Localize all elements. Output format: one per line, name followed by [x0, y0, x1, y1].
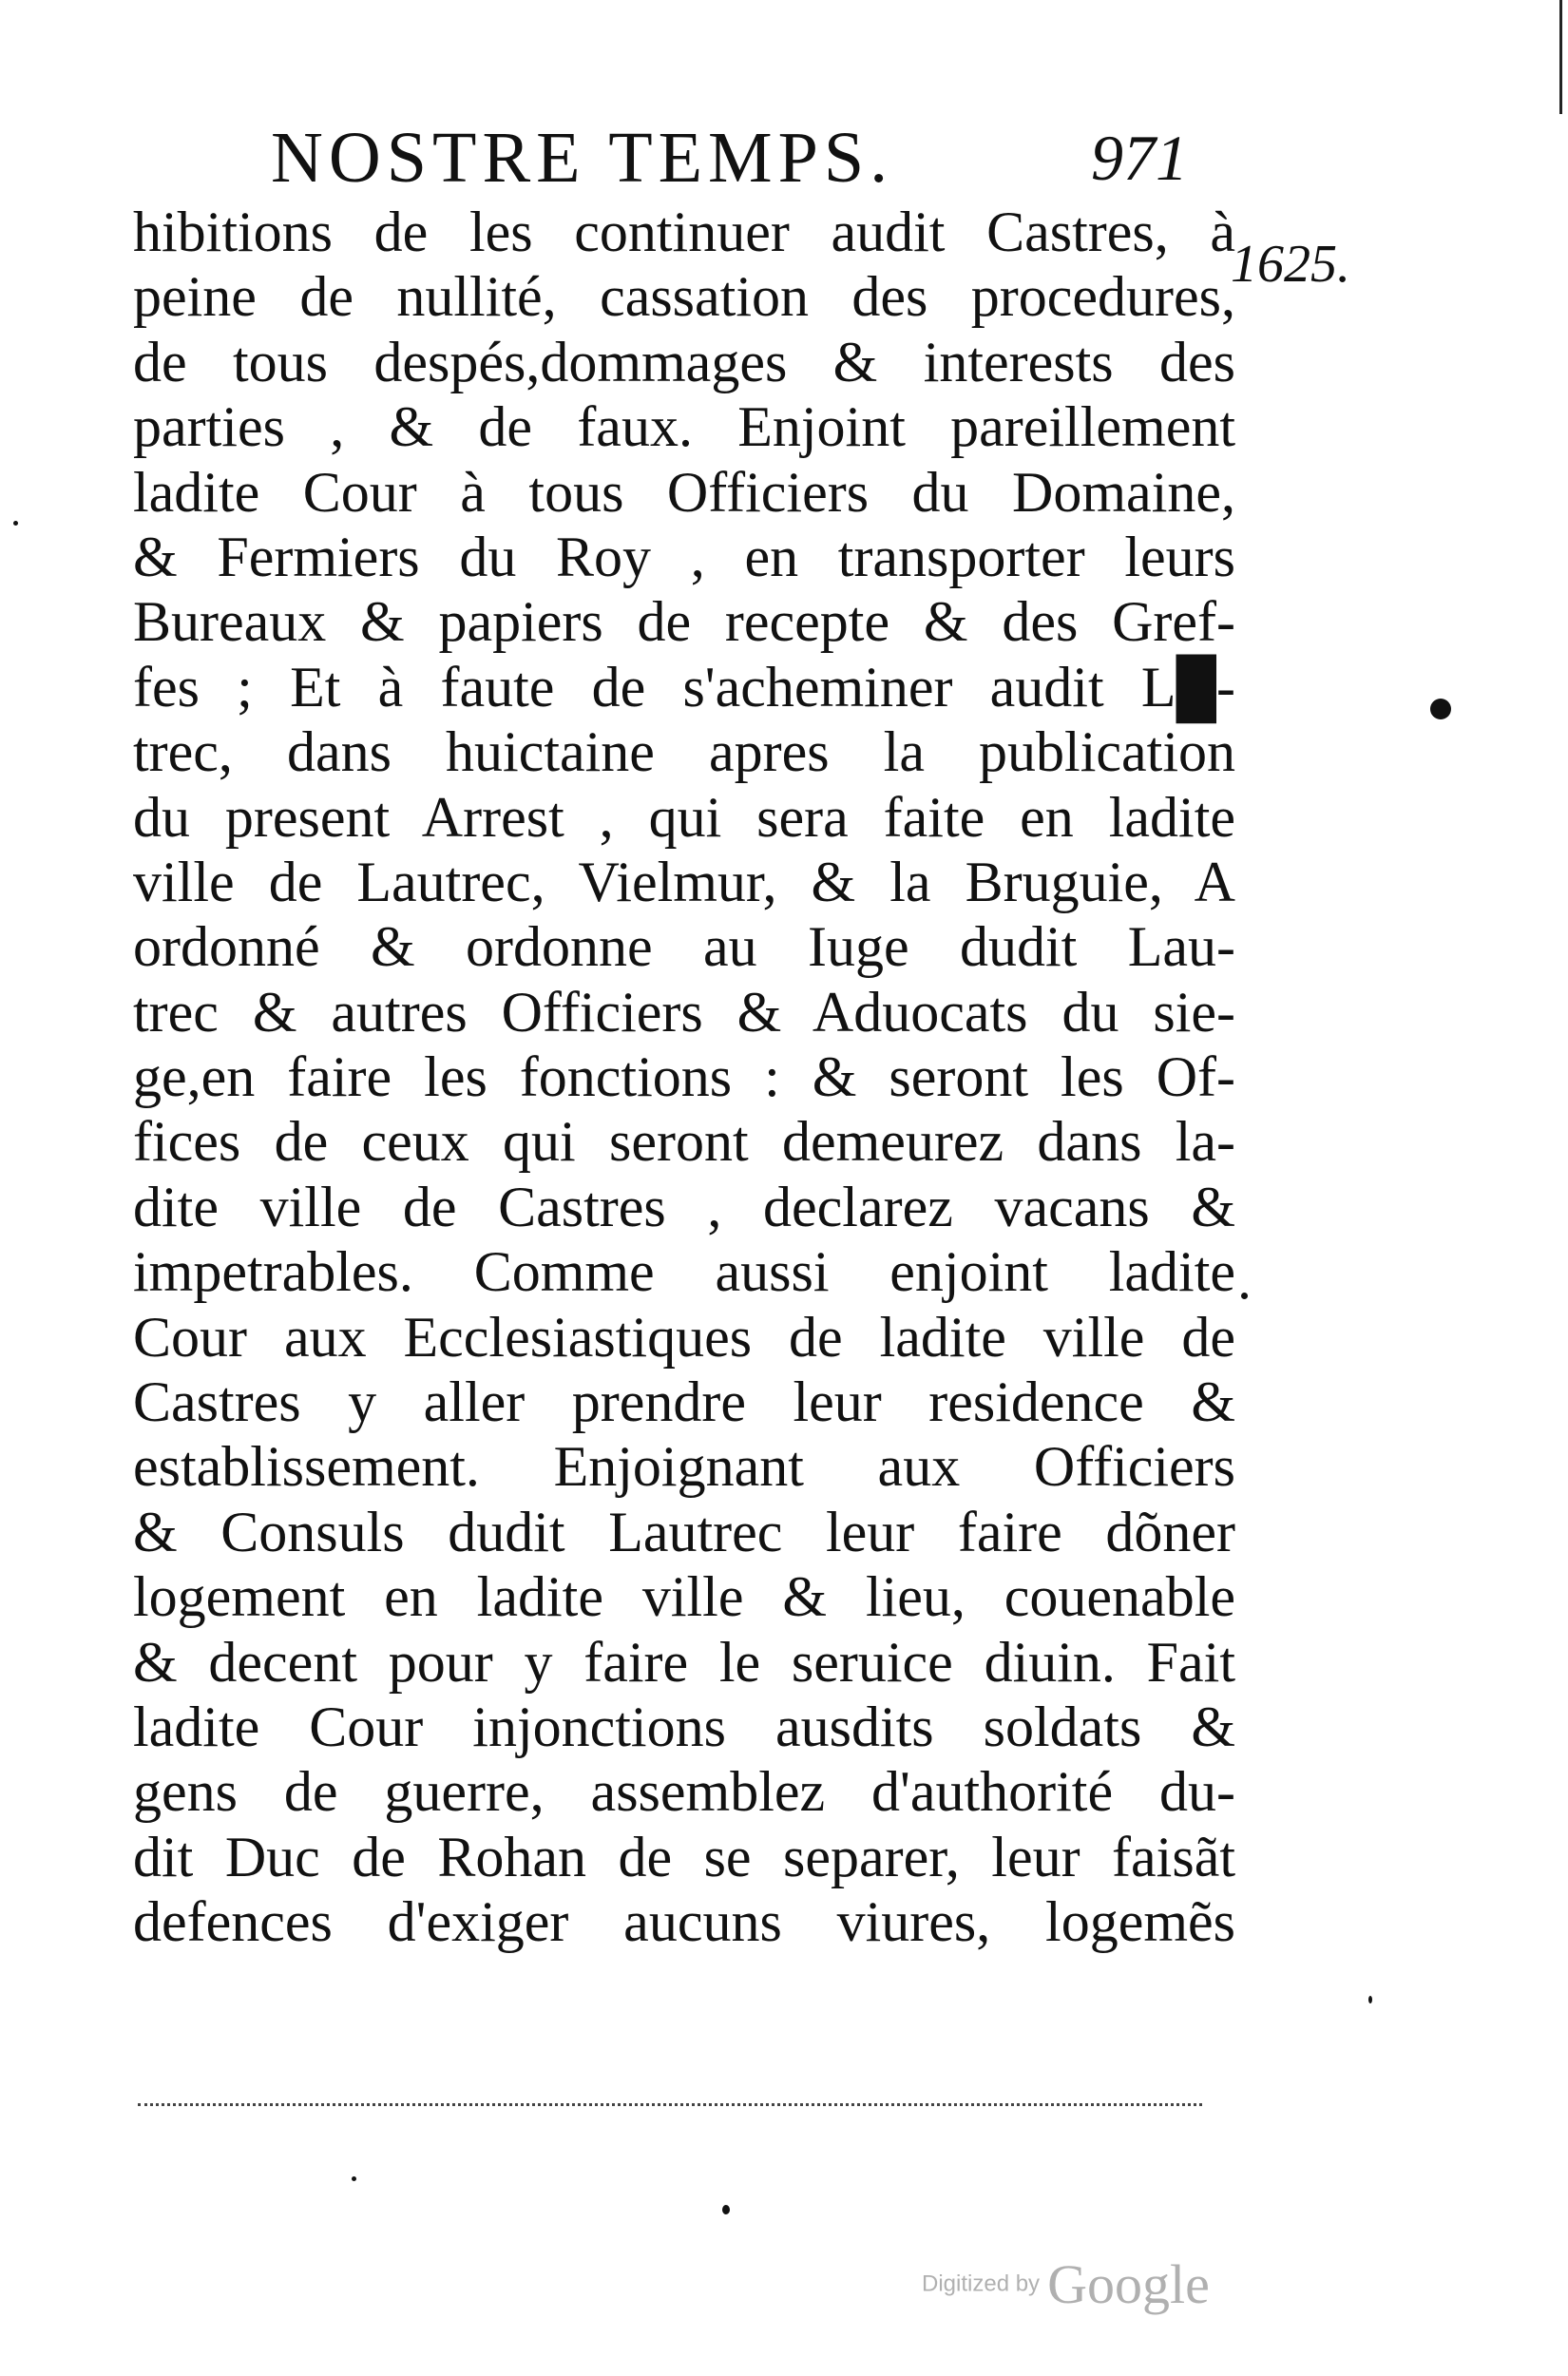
text-line: parties , & de faux. Enjoint pareillement [133, 395, 1235, 459]
text-line: ge,en faire les fonctions : & seront les Of- [133, 1045, 1235, 1109]
bottom-dotted-rule [138, 2103, 1202, 2106]
page-number: 971 [1091, 122, 1188, 194]
ink-speck [13, 521, 18, 526]
watermark-prefix: Digitized by [922, 2271, 1041, 2297]
text-line: dit Duc de Rohan de se separer, leur faisãt [133, 1825, 1235, 1888]
google-logo: Google [1047, 2253, 1210, 2315]
text-line: & Consuls dudit Lautrec leur faire dõner [133, 1500, 1235, 1563]
text-line: ordonné & ordonne au Iuge dudit Lau- [133, 915, 1235, 979]
text-line: du present Arrest , qui sera faite en ladite [133, 785, 1235, 849]
text-line: hibitions de les continuer audit Castres, à [133, 201, 1235, 263]
text-line: trec, dans huictaine apres la publication [133, 720, 1235, 784]
text-line: fices de ceux qui seront demeurez dans la- [133, 1110, 1235, 1174]
ink-speck [1430, 699, 1451, 719]
digitized-watermark [922, 2252, 1210, 2316]
text-line: & Fermiers du Roy , en transporter leurs [133, 525, 1235, 588]
text-line: logement en ladite ville & lieu, couenable [133, 1565, 1235, 1629]
margin-year-note: 1625. [1231, 235, 1350, 294]
text-line: Bureaux & papiers de recepte & des Gref- [133, 590, 1235, 654]
ink-speck [1368, 1996, 1372, 2003]
text-line: fes ; Et à faute de s'acheminer audit L█- [133, 655, 1235, 719]
text-line: Cour aux Ecclesiastiques de ladite ville de [133, 1305, 1235, 1369]
text-line: ladite Cour injonctions ausdits soldats & [133, 1695, 1235, 1758]
ink-speck [352, 2176, 356, 2181]
ink-speck [1241, 1293, 1248, 1299]
text-line: de tous despés,dommages & interests des [133, 330, 1235, 393]
running-title: NOSTRE TEMPS. [271, 118, 894, 198]
text-line: Castres y aller prendre leur residence & [133, 1370, 1235, 1434]
ink-speck [722, 2205, 730, 2214]
text-line: peine de nullité, cassation des procedures, [133, 265, 1235, 329]
text-line: gens de guerre, assemblez d'authorité du- [133, 1760, 1235, 1824]
text-line: dite ville de Castres , declarez vacans & [133, 1175, 1235, 1238]
text-line: & decent pour y faire le seruice diuin. Fait [133, 1630, 1235, 1694]
text-line: ladite Cour à tous Officiers du Domaine, [133, 460, 1235, 524]
text-line: establissement. Enjoignant aux Officiers [133, 1435, 1235, 1499]
text-line: trec & autres Officiers & Aduocats du sie- [133, 980, 1235, 1044]
page-edge-shadow [1559, 0, 1562, 114]
body-text [133, 200, 1235, 1955]
text-line: impetrables. Comme aussi enjoint ladite [133, 1240, 1235, 1304]
text-line: defences d'exiger aucuns viures, logemẽs [133, 1890, 1235, 1954]
text-line: ville de Lautrec, Vielmur, & la Bruguie, A [133, 850, 1235, 913]
